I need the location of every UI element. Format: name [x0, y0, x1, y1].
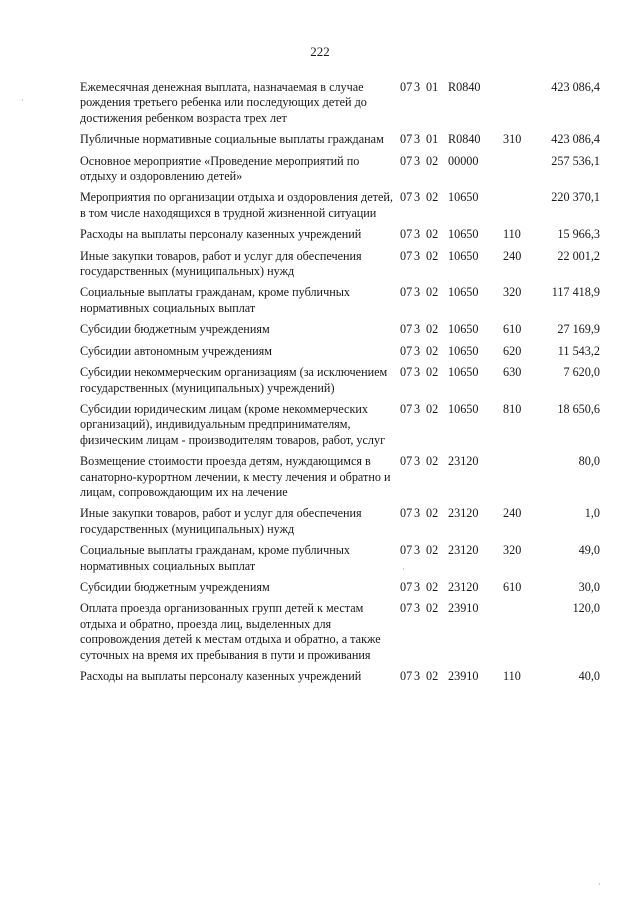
row-section: 07 [400, 543, 413, 558]
row-subsection: 3 [414, 601, 421, 616]
row-amount: 1,0 [584, 506, 600, 521]
row-program: 02 [426, 343, 439, 358]
row-name: Оплата проезда организованных групп детей к местам отдыха и обратно, проезда лиц, выделенных для сопровождения детей к местам отдыха и обратно, а также суточных на время их пребывания в пути и проживания [80, 601, 381, 662]
table-row [80, 80, 600, 132]
row-program: 02 [426, 454, 439, 469]
row-program: 01 [426, 132, 439, 147]
table-row [80, 365, 600, 402]
row-subsection: 3 [414, 454, 421, 469]
row-direction: 23120 [448, 543, 479, 558]
scan-speck: · [402, 565, 405, 574]
table-row [80, 344, 600, 365]
scan-speck: · [21, 96, 24, 105]
row-direction: 10650 [448, 190, 479, 205]
row-amount: 22 001,2 [557, 248, 600, 263]
row-program: 02 [426, 506, 439, 521]
row-section: 07 [400, 669, 413, 683]
row-direction: 10650 [448, 343, 479, 358]
row-expense-type [503, 454, 543, 506]
table-row [80, 454, 600, 506]
row-expense-type: 630 [503, 365, 522, 380]
row-program: 02 [426, 601, 439, 616]
row-amount: 49,0 [578, 543, 600, 558]
row-section: 07 [400, 190, 413, 205]
row-direction: 23910 [448, 601, 479, 616]
row-program: 02 [426, 543, 439, 558]
row-subsection: 3 [414, 190, 421, 205]
row-name: Мероприятия по организации отдыха и оздоровления детей, в том числе находящихся в трудной жизненной ситуации [80, 190, 393, 220]
row-expense-type [503, 601, 543, 669]
row-amount: 30,0 [578, 579, 600, 594]
row-direction: 23120 [448, 506, 479, 521]
row-section: 07 [400, 322, 413, 337]
row-program: 02 [426, 248, 439, 263]
row-section: 07 [400, 285, 413, 300]
row-name: Ежемесячная денежная выплата, назначаемая в случае рождения третьего ребенка или последующих детей до достижения ребенком возраста трех лет [80, 80, 367, 125]
row-direction: 00000 [448, 153, 479, 168]
row-section: 07 [400, 248, 413, 263]
row-expense-type: 110 [503, 669, 521, 683]
row-program: 02 [426, 322, 439, 337]
row-amount: 11 543,2 [557, 343, 600, 358]
table-row [80, 601, 600, 669]
row-direction: 10650 [448, 365, 479, 380]
row-amount: 40,0 [578, 669, 600, 683]
row-name: Социальные выплаты гражданам, кроме публичных нормативных социальных выплат [80, 285, 350, 315]
row-subsection: 3 [414, 543, 421, 558]
table-row [80, 227, 600, 248]
row-subsection: 3 [414, 227, 421, 242]
row-amount: 80,0 [578, 454, 600, 469]
row-section: 07 [400, 579, 413, 594]
row-program: 02 [426, 285, 439, 300]
page-number: 222 [310, 44, 330, 59]
row-name: Субсидии некоммерческим организациям (за исключением государственных (муниципальных) учреждений) [80, 365, 388, 395]
row-direction: 10650 [448, 248, 479, 263]
row-section: 07 [400, 80, 413, 94]
row-section: 07 [400, 227, 413, 242]
row-program: 01 [426, 80, 439, 94]
row-subsection: 3 [414, 343, 421, 358]
row-program: 02 [426, 153, 439, 168]
row-amount: 220 370,1 [551, 190, 600, 205]
row-subsection: 3 [414, 132, 421, 147]
row-name: Публичные нормативные социальные выплаты гражданам [80, 132, 384, 147]
row-direction: R0840 [448, 132, 481, 147]
row-section: 07 [400, 601, 413, 616]
budget-table [80, 80, 600, 690]
row-subsection: 3 [414, 80, 421, 94]
row-program: 02 [426, 579, 439, 594]
row-name: Расходы на выплаты персоналу казенных учреждений [80, 669, 362, 683]
row-amount: 257 536,1 [551, 153, 600, 168]
row-name: Субсидии юридическим лицам (кроме некоммерческих организаций), индивидуальным предпринимателям, физическим лицам - производителям товаров, работ, услуг [80, 401, 386, 447]
table-row [80, 402, 600, 454]
table-row [80, 285, 600, 322]
row-program: 02 [426, 227, 439, 242]
row-amount: 15 966,3 [557, 227, 600, 242]
row-expense-type: 610 [503, 322, 522, 337]
row-expense-type: 320 [503, 285, 522, 300]
row-section: 07 [400, 401, 413, 416]
row-name: Субсидии бюджетным учреждениям [80, 579, 270, 594]
row-amount: 423 086,4 [551, 132, 600, 147]
table-row [80, 154, 600, 191]
row-expense-type: 110 [503, 227, 521, 242]
row-name: Субсидии бюджетным учреждениям [80, 322, 270, 337]
row-amount: 423 086,4 [551, 80, 600, 94]
row-expense-type [503, 190, 543, 227]
row-direction: 10650 [448, 227, 479, 242]
row-amount: 18 650,6 [557, 401, 600, 416]
row-program: 02 [426, 190, 439, 205]
row-direction: 10650 [448, 285, 479, 300]
row-program: 02 [426, 365, 439, 380]
row-amount: 7 620,0 [563, 365, 600, 380]
row-expense-type [503, 80, 543, 132]
table-row [80, 190, 600, 227]
row-name: Социальные выплаты гражданам, кроме публичных нормативных социальных выплат [80, 543, 350, 573]
row-direction: 10650 [448, 401, 479, 416]
scan-speck: · [598, 880, 601, 889]
row-name: Иные закупки товаров, работ и услуг для обеспечения государственных (муниципальных) нужд [80, 506, 362, 536]
row-direction: R0840 [448, 80, 481, 94]
row-expense-type [503, 154, 543, 191]
table-row [80, 669, 600, 690]
row-expense-type: 240 [503, 506, 522, 521]
row-subsection: 3 [414, 579, 421, 594]
row-section: 07 [400, 343, 413, 358]
row-expense-type: 620 [503, 343, 522, 358]
row-name: Возмещение стоимости проезда детям, нуждающимся в санаторно-курортном лечении, к месту лечения и обратно и лицам, сопровождающим их на лечение [80, 454, 391, 499]
row-subsection: 3 [414, 153, 421, 168]
table-row [80, 543, 600, 580]
budget-table-body [80, 80, 600, 690]
row-name: Иные закупки товаров, работ и услуг для обеспечения государственных (муниципальных) нужд [80, 248, 362, 279]
row-expense-type: 320 [503, 543, 522, 558]
row-subsection: 3 [414, 285, 421, 300]
row-amount: 120,0 [572, 601, 600, 616]
table-row [80, 580, 600, 601]
row-amount: 117 418,9 [551, 285, 600, 300]
row-name: Расходы на выплаты персоналу казенных учреждений [80, 227, 362, 242]
row-direction: 10650 [448, 322, 479, 337]
row-section: 07 [400, 153, 413, 168]
row-program: 02 [426, 401, 439, 416]
row-subsection: 3 [414, 506, 421, 521]
table-row [80, 506, 600, 543]
table-row [80, 322, 600, 343]
row-direction: 23910 [448, 669, 479, 683]
row-subsection: 3 [414, 248, 421, 263]
row-expense-type: 310 [503, 132, 522, 147]
row-expense-type: 810 [503, 401, 522, 416]
row-expense-type: 610 [503, 579, 522, 594]
table-row [80, 249, 600, 286]
row-amount: 27 169,9 [557, 322, 600, 337]
table-row [80, 132, 600, 153]
row-direction: 23120 [448, 454, 479, 469]
row-section: 07 [400, 506, 413, 521]
row-program: 02 [426, 669, 439, 683]
row-section: 07 [400, 365, 413, 380]
row-expense-type: 240 [503, 248, 522, 263]
row-section: 07 [400, 454, 413, 469]
row-name: Основное мероприятие «Проведение мероприятий по отдыху и оздоровлению детей» [80, 153, 360, 184]
row-section: 07 [400, 132, 413, 147]
row-direction: 23120 [448, 579, 479, 594]
row-subsection: 3 [414, 401, 421, 416]
row-subsection: 3 [414, 669, 421, 683]
row-subsection: 3 [414, 322, 421, 337]
row-subsection: 3 [414, 365, 421, 380]
row-name: Субсидии автономным учреждениям [80, 343, 272, 358]
